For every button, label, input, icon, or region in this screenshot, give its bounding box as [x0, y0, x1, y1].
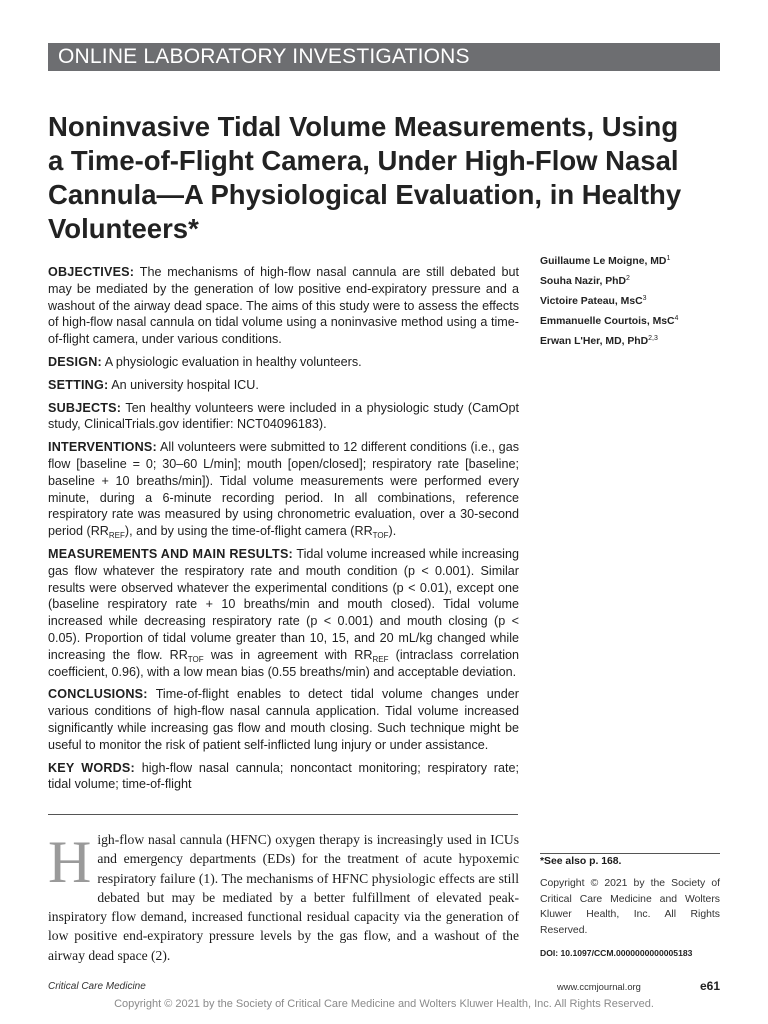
abstract-divider: [48, 814, 518, 815]
author: Guillaume Le Moigne, $MD^1$: [540, 255, 671, 267]
abstract-setting: SETTING: An university hospital ICU.: [48, 377, 259, 392]
see-also-note: *See also p. 168.: [540, 856, 622, 867]
abstract-interventions: INTERVENTIONS: All volunteers were submitted to 12 different conditions (i.e., gas flow [baseline = 0; 30–60 L/min]; mouth [open/closed]; respiratory rate [baseline; baseline + 10 breaths/min]). Tidal volume measurements were performed every minute, during a 6-minute recording period. In all combinations, reference respiratory rate was measured by using chronometric evaluation, over a 30-second period $(RR_{REF})$, and by using the time-of-flight camera $(RR_{TOF})$.: [48, 440, 519, 541]
author: Emmanuelle Courtois, MsC$^4$: [540, 315, 679, 327]
abstract-design: DESIGN: A physiologic evaluation in healthy volunteers.: [48, 354, 362, 369]
author: Souha Nazir, PhD$^2$: [540, 275, 630, 287]
journal-name: Critical Care Medicine: [48, 981, 146, 992]
journal-website-link[interactable]: www.ccmjournal.org: [557, 981, 641, 992]
section-banner: [48, 43, 720, 71]
abstract-subjects: SUBJECTS: Ten healthy volunteers were included in a physiologic study (CamOpt study, ClinicalTrials.gov identifier: NCT04096183).: [48, 400, 519, 432]
abstract-conclusions: CONCLUSIONS: Time-of-flight enables to detect tidal volume changes under various conditions of high-flow nasal cannula application. Tidal volume increased significantly while increasing gas flow and mouth closing. Such technique might be useful to monitor the risk of patient self-inflicted lung injury or under assistance.: [48, 687, 520, 752]
section-banner-label: ONLINE LABORATORY INVESTIGATIONS: [58, 45, 470, 68]
drop-cap: H: [48, 829, 92, 895]
body-text: [48, 830, 519, 965]
author: Erwan L'Her, MD, PhD$^{2,3}$: [540, 335, 658, 347]
sidebar-divider: [540, 853, 720, 854]
abstract-results: MEASUREMENTS AND MAIN RESULTS: Tidal volume increased while increasing gas flow whatever the respiratory rate and mouth condition (p < 0.001). Similar results were observed whatever the experimental conditions (p < 0.01), except one (baseline respiratory rate + 10 breaths/min and mouth closed). Tidal volume increased while decreasing respiratory rate (p < 0.001) and mouth closing (p < 0.05). Proportion of tidal volume greater than 10, 15, and 20 mL/kg changed while increasing the flow. $RR_{TOF}$ was in agreement with $RR_{REF}$ (intraclass correlation coefficient, 0.96), with a low mean bias (0.55 breaths/min) and acceptable deviation.: [48, 546, 519, 679]
author: Victoire Pateau, MsC$^3$: [540, 295, 647, 307]
abstract: [48, 264, 519, 799]
body-paragraph: igh-flow nasal cannula (HFNC) oxygen therapy is increasingly used in ICUs and emergency departments (EDs) for the treatment of acute hypoxemic respiratory failure (1). The mechanisms of HFNC physiologic effects are still debated but may be mediated by a better fulfillment of elevated peak-inspiratory flow demand, increased functional residual capacity via the generation of low positive end-expiratory pressure levels by the gas flow, and a washout of the airway dead space (2).: [48, 832, 519, 963]
article-title: Noninvasive Tidal Volume Measurements, Using a Time-of-Flight Camera, Under High-Flow Nasal Cannula—A Physiological Evaluation, in Healthy Volunteers*: [48, 111, 682, 244]
abstract-objectives: OBJECTIVES: The mechanisms of high-flow nasal cannula are still debated but may be mediated by the generation of low positive end-expiratory pressure and a washout of the airway dead space. The aims of this study were to assess the effects of high-flow nasal cannula on tidal volume using a noninvasive method using a time-of-flight camera, under various conditions.: [48, 265, 519, 347]
author-list: [540, 252, 730, 352]
abstract-keywords: KEY WORDS: high-flow nasal cannula; noncontact monitoring; respiratory rate; tidal volume; time-of-flight: [48, 760, 520, 792]
page-number: e61: [700, 979, 721, 993]
doi: DOI: 10.1097/CCM.0000000000005183: [540, 948, 693, 958]
footer-copyright: Copyright © 2021 by the Society of Critical Care Medicine and Wolters Kluwer Health, Inc. All Rights Reserved.: [114, 998, 654, 1010]
sidebar-copyright: Copyright © 2021 by the Society of Critical Care Medicine and Wolters Kluwer Health, Inc. All Rights Reserved.: [540, 878, 720, 936]
